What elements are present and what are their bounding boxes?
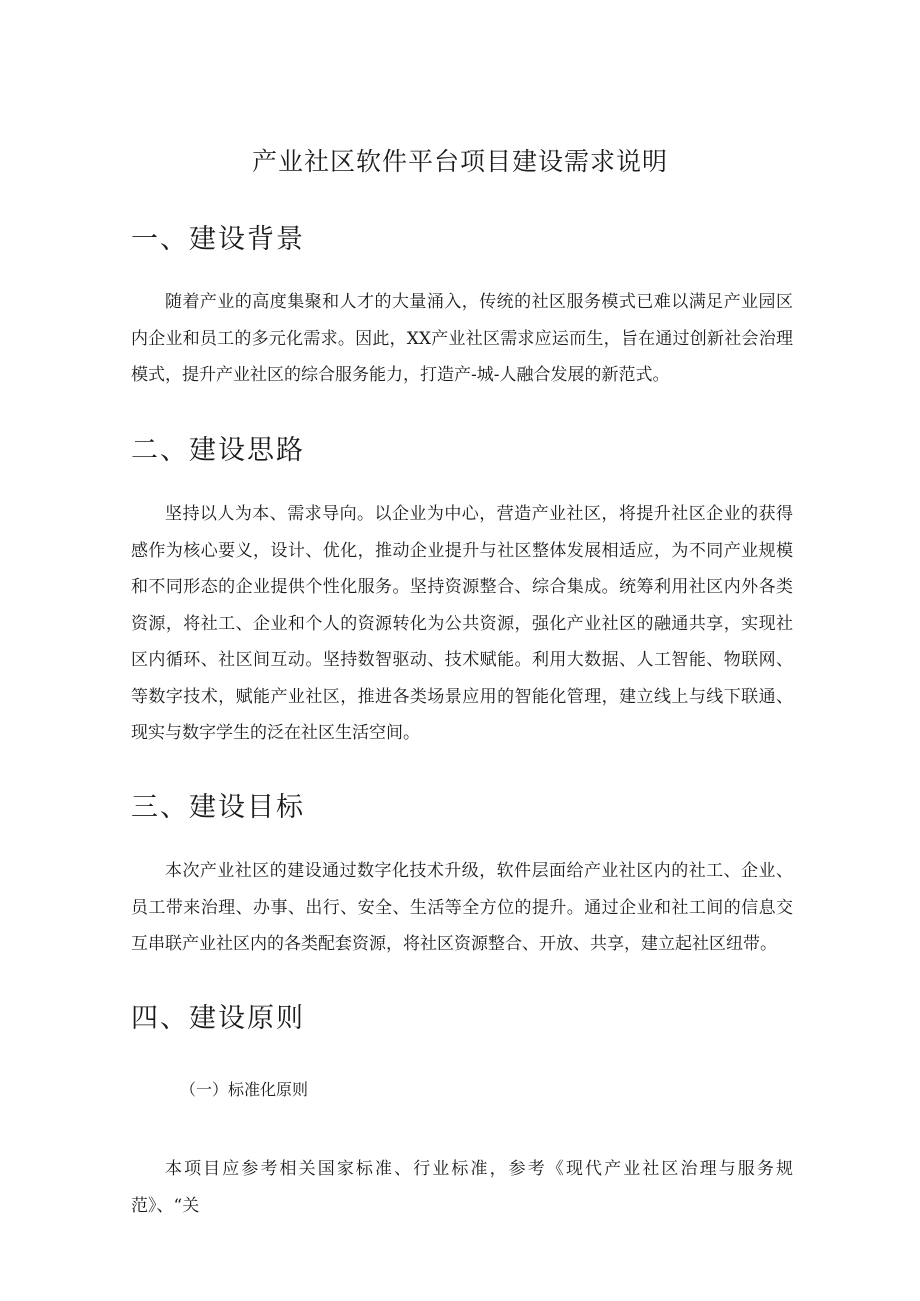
section-paragraph-goals: 本次产业社区的建设通过数字化技术升级，软件层面给产业社区内的社工、企业、员工带来治理、办事、出行、安全、生活等全方位的提升。通过企业和社工间的信息交互串联产业社区内的各类配套资源，将社区资源整合、开放、共享，建立起社区纽带。 — [131, 861, 793, 954]
subsection-heading-standardization: （一）标准化原则 — [180, 1080, 309, 1099]
section-heading-goals: 三、建设目标 — [131, 792, 305, 823]
document-title: 产业社区软件平台项目建设需求说明 — [251, 147, 668, 176]
section-paragraph-background: 随着产业的高度集聚和人才的大量涌入，传统的社区服务模式已难以满足产业园区内企业和员工的多元化需求。因此，XX产业社区需求应运而生，旨在通过创新社会治理模式，提升产业社区的综合服务能力，打造产-城-人融合发展的新范式。 — [131, 292, 793, 385]
section-heading-approach: 二、建设思路 — [131, 435, 305, 466]
section-paragraph-principles: 本项目应参考相关国家标准、行业标准，参考《现代产业社区治理与服务规范》、“关 — [131, 1159, 793, 1216]
section-paragraph-approach: 坚持以人为本、需求导向。以企业为中心，营造产业社区，将提升社区企业的获得感作为核心要义，设计、优化，推动企业提升与社区整体发展相适应，为不同产业规模和不同形态的企业提供个性化服务。坚持资源整合、综合集成。统筹利用社区内外各类资源，将社工、企业和个人的资源转化为公共资源，强化产业社区的融通共享，实现社区内循环、社区间互动。坚持数智驱动、技术赋能。利用大数据、人工智能、物联网、等数字技术，赋能产业社区，推进各类场景应用的智能化管理，建立线上与线下联通、现实与数字学生的泛在社区生活空间。 — [131, 504, 793, 743]
section-heading-principles: 四、建设原则 — [131, 1003, 305, 1034]
section-heading-background: 一、建设背景 — [131, 224, 305, 255]
